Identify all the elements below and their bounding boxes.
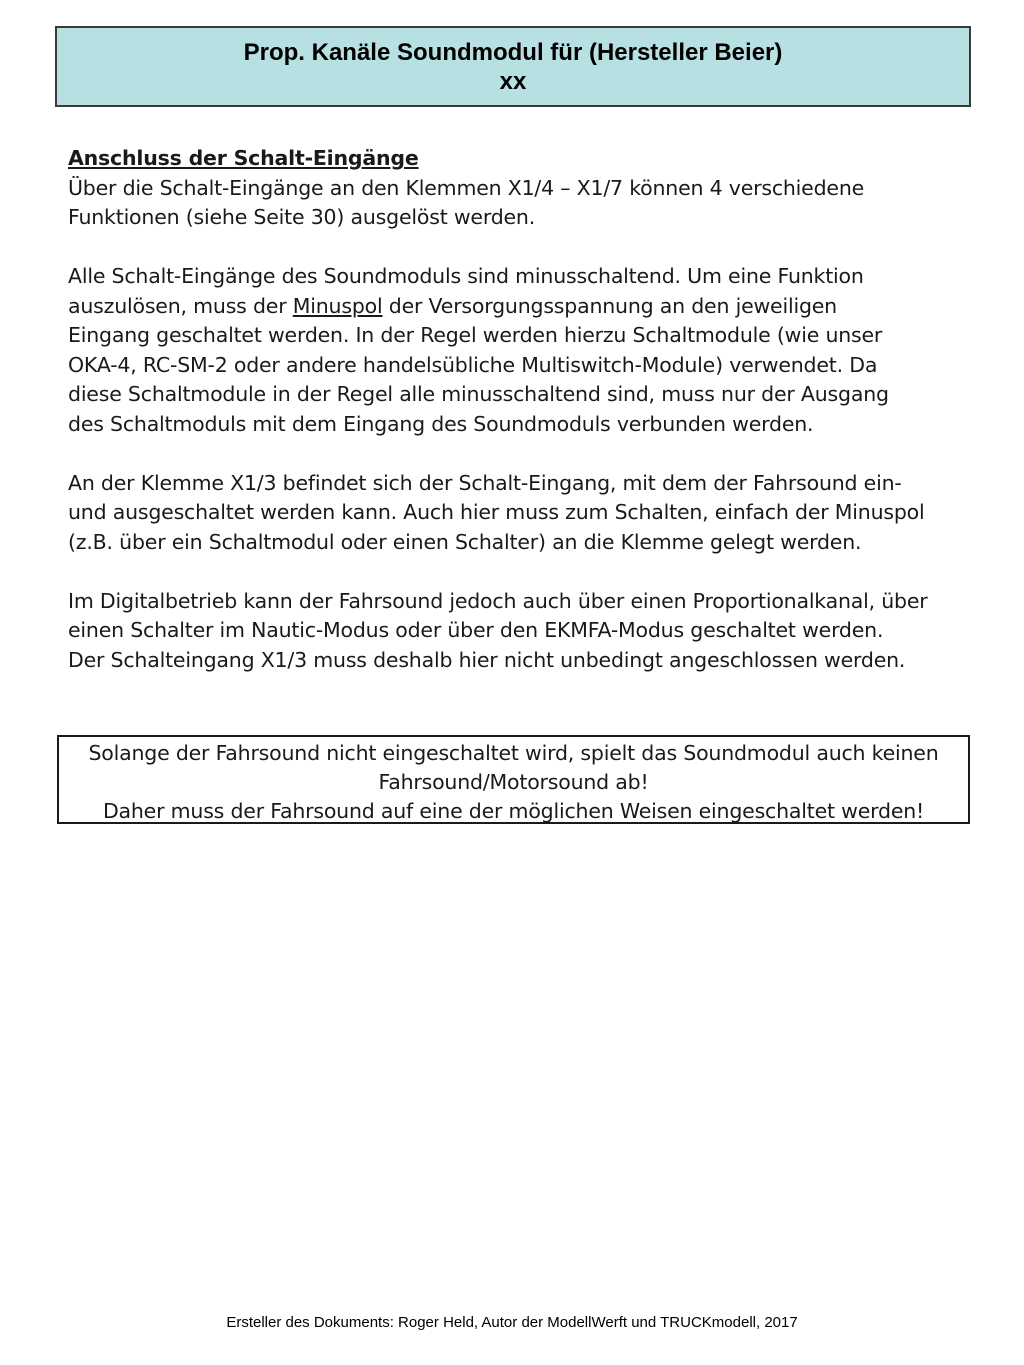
notice-line: Fahrsound/Motorsound ab! [378, 770, 649, 794]
paragraph-intro [68, 144, 968, 233]
minuspol-underlined: Minuspol [292, 293, 383, 318]
text-line: (z.B. über ein Schaltmodul oder einen Schalter) an die Klemme gelegt werden. [68, 529, 862, 554]
text-line: Im Digitalbetrieb kann der Fahrsound jedoch auch über einen Proportionalkanal, über [68, 588, 928, 613]
text-line: An der Klemme X1/3 befindet sich der Schalt-Eingang, mit dem der Fahrsound ein- [68, 470, 902, 495]
text-line: einen Schalter im Nautic-Modus oder über den EKMFA-Modus geschaltet werden. [68, 618, 884, 642]
paragraph-digitalbetrieb [68, 587, 968, 676]
text-line: OKA-4, RC-SM-2 oder andere handelsübliche Multiswitch-Module) verwendet. Da [68, 352, 878, 377]
text-segment: der Versorgungsspannung an den jeweiligen [382, 293, 837, 318]
text-line: Eingang geschaltet werden. In der Regel werden hierzu Schaltmodule (wie unser [68, 323, 883, 347]
section-heading: Anschluss der Schalt-Eingänge [68, 146, 419, 170]
header-box [55, 26, 971, 107]
notice-line: Solange der Fahrsound nicht eingeschaltet wird, spielt das Soundmodul auch keinen [88, 741, 939, 765]
text-line: Alle Schalt-Eingänge des Soundmoduls sind minusschaltend. Um eine Funktion [68, 264, 864, 288]
text-line: Funktionen (siehe Seite 30) ausgelöst werden. [68, 205, 536, 229]
text-line [68, 292, 968, 322]
main-content [68, 144, 968, 675]
page-title: Prop. Kanäle Soundmodul für (Hersteller Beier) [243, 39, 783, 66]
notice-line: Daher muss der Fahrsound auf eine der möglichen Weisen eingeschaltet werden! [102, 799, 925, 823]
text-line: diese Schaltmodule in der Regel alle minusschaltend sind, muss nur der Ausgang [68, 382, 889, 406]
notice-box [57, 735, 970, 824]
footer-credit: Ersteller des Dokuments: Roger Held, Autor der ModellWerft und TRUCKmodell, 2017 [226, 1314, 798, 1331]
paragraph-klemme [68, 469, 968, 558]
text-line: Über die Schalt-Eingänge an den Klemmen X1/4 – X1/7 können 4 verschiedene [68, 175, 865, 200]
paragraph-minusschaltend [68, 262, 968, 439]
text-segment: auszulösen, muss der [68, 293, 293, 318]
text-line: und ausgeschaltet werden kann. Auch hier muss zum Schalten, einfach der Minuspol [68, 500, 925, 524]
page-subtitle: xx [499, 68, 527, 95]
text-line: des Schaltmoduls mit dem Eingang des Soundmoduls verbunden werden. [68, 411, 814, 436]
text-line: Der Schalteingang X1/3 muss deshalb hier nicht unbedingt angeschlossen werden. [68, 647, 906, 672]
